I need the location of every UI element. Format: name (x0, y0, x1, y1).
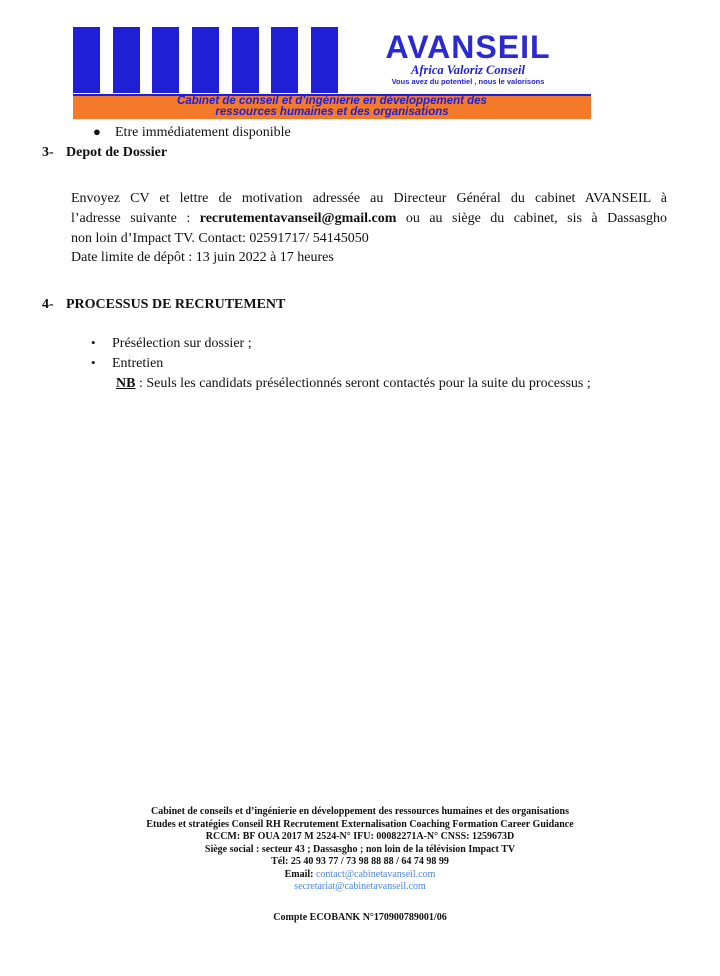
contact-email-link[interactable]: contact@cabinetavanseil.com (315, 868, 436, 880)
note-text: : Seuls les candidats présélectionnés seront contactés pour la suite du processus ; (135, 376, 591, 391)
list-item: Présélection sur dossier ; (112, 336, 252, 351)
footer-line: RCCM: BF OUA 2017 M 2524-N° IFU: 00082271A-N° CNSS: 1259673D (205, 831, 515, 842)
logo-bar (271, 27, 298, 93)
banner-line-1: Cabinet de conseil et d’ingénierie en développement des (177, 95, 487, 107)
dossier-text: ou au siège du cabinet, sis à Dassasgho (396, 211, 667, 226)
footer-line: Tél: 25 40 93 77 / 73 98 88 88 / 64 74 98 99 (271, 856, 449, 867)
section-number: 3- (42, 145, 54, 160)
logo-bar (113, 27, 140, 93)
footer (0, 806, 720, 894)
logo-bar (152, 27, 179, 93)
dossier-line: Envoyez CV et lettre de motivation adressée au Directeur Général du cabinet AVANSEIL à (71, 191, 667, 206)
bank-account: Compte ECOBANK N°170900789001/06 (273, 912, 447, 923)
list-item: Entretien (112, 356, 164, 371)
list-item: Etre immédiatement disponible (115, 125, 291, 140)
footer-email-line (0, 869, 720, 882)
footer-line: Siège social : secteur 43 ; Dassasgho ; non loin de la télévision Impact TV (204, 843, 516, 855)
deadline-line: Date limite de dépôt : 13 juin 2022 à 17 heures (71, 250, 334, 265)
note-line (116, 375, 591, 393)
dossier-line: non loin d’Impact TV. Contact: 02591717/ 54145050 (71, 231, 369, 246)
brand-subtitle: Africa Valoriz Conseil (411, 63, 525, 77)
bullet-icon: • (91, 355, 96, 370)
footer-email-label: Email: (284, 868, 316, 880)
footer-email-line (0, 881, 720, 894)
section-title: PROCESSUS DE RECRUTEMENT (66, 297, 286, 312)
footer-line: Cabinet de conseils et d’ingénierie en développement des ressources humaines et des organisations (151, 806, 569, 817)
application-email[interactable]: recrutementavanseil@gmail.com (199, 211, 397, 226)
logo-bar (192, 27, 219, 93)
header-banner (73, 94, 591, 119)
logo-bar (311, 27, 338, 93)
section-number: 4- (42, 297, 54, 312)
logo-bar (232, 27, 259, 93)
banner-line-2: ressources humaines et des organisations (215, 106, 449, 118)
note-label: NB (116, 376, 136, 391)
bullet-icon: ● (93, 124, 101, 139)
logo-bar (73, 27, 100, 93)
secretariat-email-link[interactable]: secretariat@cabinetavanseil.com (294, 881, 426, 892)
brand-tagline: Vous avez du potentiel , nous le valorisons (391, 77, 545, 86)
dossier-text: l’adresse suivante : (71, 211, 200, 226)
logo-bars (73, 27, 338, 93)
bullet-icon: • (91, 335, 96, 350)
section-title: Depot de Dossier (66, 145, 168, 160)
brand-name: AVANSEIL (385, 29, 551, 65)
dossier-line (71, 209, 667, 229)
brand-block (338, 30, 598, 87)
footer-line: Etudes et stratégies Conseil RH Recrutement Externalisation Coaching Formation Career Guidance (146, 818, 574, 830)
